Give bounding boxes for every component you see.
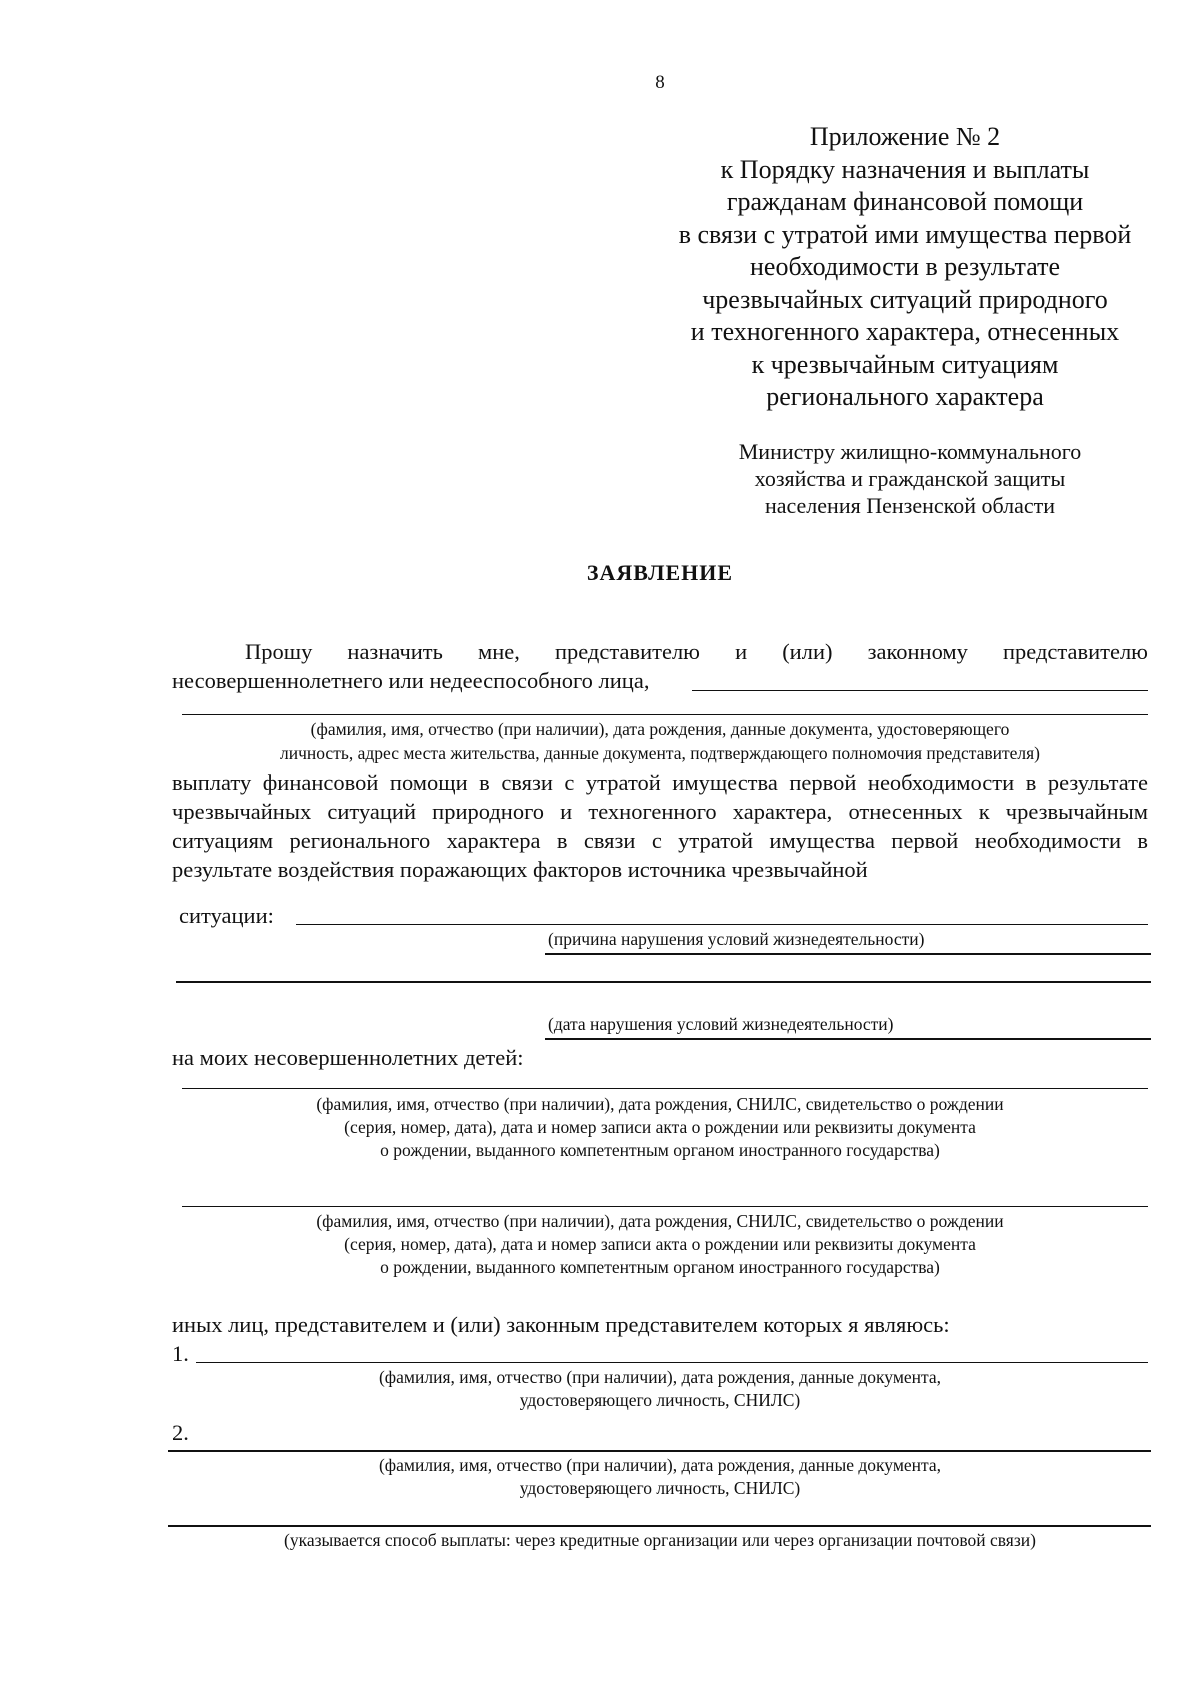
- annex-line: к Порядку назначения и выплаты: [720, 154, 1090, 184]
- annex-line: необходимости в результате: [749, 252, 1061, 281]
- applicant-field[interactable]: [692, 690, 1148, 691]
- annex-line: Приложение № 2: [809, 122, 1001, 151]
- child-hint-line: (фамилия, имя, отчество (при наличии), дата рождения, СНИЛС, свидетельство о рождении: [316, 1211, 1004, 1231]
- others-label: иных лиц, представителем и (или) законным представителем которых я являюсь:: [172, 1312, 950, 1337]
- payment-line-1: выплату финансовой помощи в связи с утратой имущества первой необходимости в результате: [172, 770, 1148, 795]
- child-1-hint: [172, 1093, 1148, 1162]
- payment-line-3: ситуациям регионального характера в связи с утратой имущества первой необходимости в: [172, 828, 1148, 853]
- person-hint-line: удостоверяющего личность, СНИЛС): [519, 1478, 801, 1498]
- payment-method-hint: (указывается способ выплаты: через кредитные организации или через организации почтовой связи): [284, 1530, 1036, 1550]
- child-2-field[interactable]: [182, 1206, 1148, 1207]
- child-hint-line: (серия, номер, дата), дата и номер записи акта о рождении или реквизиты документа: [344, 1234, 976, 1254]
- applicant-field-continued[interactable]: [182, 714, 1148, 715]
- item-2-number: 2.: [172, 1420, 189, 1445]
- date-field[interactable]: [176, 981, 1151, 983]
- annex-line: гражданам финансовой помощи: [726, 187, 1084, 216]
- addressee-line: Министру жилищно-коммунального: [738, 439, 1082, 464]
- applicant-hint-2: личность, адрес места жительства, данные документа, подтверждающего полномочия представителя): [279, 743, 1041, 763]
- reason-line: [545, 953, 1151, 955]
- annex-line: к чрезвычайным ситуациям: [751, 349, 1059, 379]
- date-line: [545, 1038, 1151, 1040]
- payment-line-4: результате воздействия поражающих факторов источника чрезвычайной: [172, 857, 868, 882]
- reason-hint: (причина нарушения условий жизнедеятельности): [548, 929, 925, 949]
- annex-line: чрезвычайных ситуаций природного: [702, 284, 1108, 314]
- child-hint-line: (фамилия, имя, отчество (при наличии), дата рождения, СНИЛС, свидетельство о рождении: [316, 1094, 1004, 1114]
- addressee-block: [680, 438, 1140, 519]
- payment-method-field[interactable]: [168, 1525, 1151, 1527]
- child-2-hint: [172, 1210, 1148, 1279]
- person-1-hint: [172, 1366, 1148, 1412]
- document-title: ЗАЯВЛЕНИЕ: [586, 560, 734, 585]
- person-2-hint: [172, 1454, 1148, 1500]
- addressee-line: хозяйства и гражданской защиты: [754, 466, 1066, 491]
- child-hint-line: о рождении, выданного компетентным органом иностранного государства): [380, 1140, 940, 1160]
- children-label: на моих несовершеннолетних детей:: [172, 1045, 524, 1070]
- situation-field[interactable]: [296, 924, 1148, 925]
- child-hint-line: (серия, номер, дата), дата и номер записи акта о рождении или реквизиты документа: [344, 1117, 976, 1137]
- child-hint-line: о рождении, выданного компетентным органом иностранного государства): [380, 1257, 940, 1277]
- applicant-hint-1: (фамилия, имя, отчество (при наличии), дата рождения, данные документа, удостоверяющего: [310, 719, 1010, 739]
- person-2-field[interactable]: [168, 1450, 1151, 1452]
- addressee-line: населения Пензенской области: [764, 493, 1056, 518]
- date-hint: (дата нарушения условий жизнедеятельности): [548, 1014, 894, 1034]
- payment-line-2: чрезвычайных ситуаций природного и техногенного характера, отнесенных к чрезвычайным: [172, 799, 1148, 824]
- page-number: 8: [655, 72, 665, 93]
- request-line-2: несовершеннолетнего или недееспособного лица,: [172, 668, 650, 693]
- person-hint-line: (фамилия, имя, отчество (при наличии), дата рождения, данные документа,: [378, 1455, 942, 1475]
- child-1-field[interactable]: [182, 1088, 1148, 1089]
- person-1-field[interactable]: [196, 1362, 1148, 1363]
- situation-label: ситуации:: [179, 903, 274, 928]
- annex-line: в связи с утратой ими имущества первой: [678, 219, 1132, 249]
- annex-line: регионального характера: [766, 382, 1044, 411]
- annex-line: и техногенного характера, отнесенных: [690, 317, 1120, 346]
- request-line-1: Прошу назначить мне, представителю и (или) законному представителю: [245, 639, 1148, 664]
- person-hint-line: удостоверяющего личность, СНИЛС): [519, 1390, 801, 1410]
- item-1-number: 1.: [172, 1341, 189, 1366]
- annex-header: [640, 121, 1170, 414]
- person-hint-line: (фамилия, имя, отчество (при наличии), дата рождения, данные документа,: [378, 1367, 942, 1387]
